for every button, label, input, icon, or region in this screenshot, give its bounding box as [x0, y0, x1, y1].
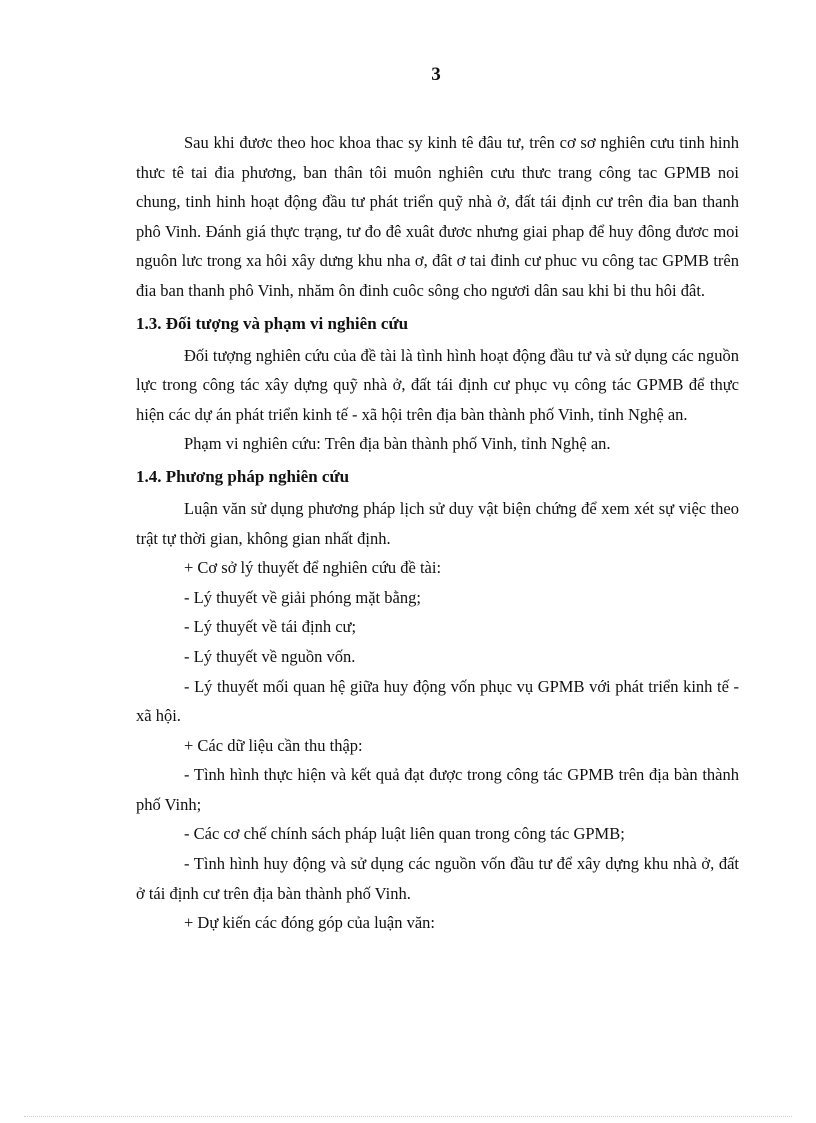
list-item: - Lý thuyết về nguồn vốn.	[184, 646, 356, 666]
list-item: - Các cơ chế chính sách pháp luật liên quan trong công tác GPMB;	[184, 824, 625, 844]
paragraph: Luận văn sử dụng phương pháp lịch sử duy vật biện chứng để xem xét sự việc theo trật tự thời gian, không gian nhất định.	[136, 498, 739, 548]
page-bottom-rule	[24, 1116, 792, 1117]
paragraph-intro: Sau khi đươc theo hoc khoa thac sy kinh tê đâu tư, trên cơ sơ nghiên cưu tinh hinh thưc tê tai đia phương, ban thân tôi muôn nghiên cưu thưc trang công tac GPMB noi chung, tinh hinh hoạt động đầu tư phát triển quỹ nhà ở, đất tái định cư trên đia ban thanh phô Vinh. Đánh giá thực trạng, tư đo đê xuât đươc nhưng giai phap để huy đông đươc moi nguôn lưc trong xa hôi xây dưng khu nha ơ, đât ơ tai đinh cư phuc vu công tac GPMB trên đia ban thanh phô Vinh, nhăm ôn đinh cuôc sông cho ngươi dân sau khi bi thu hôi đât.	[136, 133, 739, 300]
list-item: - Lý thuyết mối quan hệ giữa huy động vốn phục vụ GPMB với phát triển kinh tế - xã hội.	[136, 676, 739, 726]
paragraph: Đối tượng nghiên cứu của đề tài là tình hình hoạt động đầu tư và sử dụng các nguồn lực trong công tác xây dựng quỹ nhà ở, đất tái định cư phục vụ công tác GPMB để thực hiện các dự án phát triển kinh tế - xã hội trên địa bàn thành phố Vinh, tỉnh Nghệ an.	[136, 345, 739, 424]
paragraph: Phạm vi nghiên cứu: Trên địa bàn thành phố Vinh, tỉnh Nghệ an.	[184, 434, 611, 454]
section-heading-1-3: 1.3. Đối tượng và phạm vi nghiên cứu	[136, 313, 409, 333]
list-item: - Tình hình thực hiện và kết quả đạt được trong công tác GPMB trên địa bàn thành phố Vinh;	[136, 765, 739, 814]
list-item: - Lý thuyết về tái định cư;	[184, 617, 357, 637]
list-heading: + Dự kiến các đóng góp của luận văn:	[184, 913, 436, 933]
list-heading: + Cơ sở lý thuyết để nghiên cứu đề tài:	[184, 558, 442, 578]
section-heading-1-4: 1.4. Phương pháp nghiên cứu	[136, 466, 350, 486]
page-number: 3	[431, 64, 441, 85]
list-item: - Lý thuyết về giải phóng mặt bằng;	[184, 587, 421, 607]
document-body	[136, 128, 739, 938]
list-item: - Tình hình huy động và sử dụng các nguồn vốn đầu tư để xây dựng khu nhà ở, đất ở tái định cư trên địa bàn thành phố Vinh.	[136, 854, 739, 903]
list-heading: + Các dữ liệu cần thu thập:	[184, 735, 363, 755]
